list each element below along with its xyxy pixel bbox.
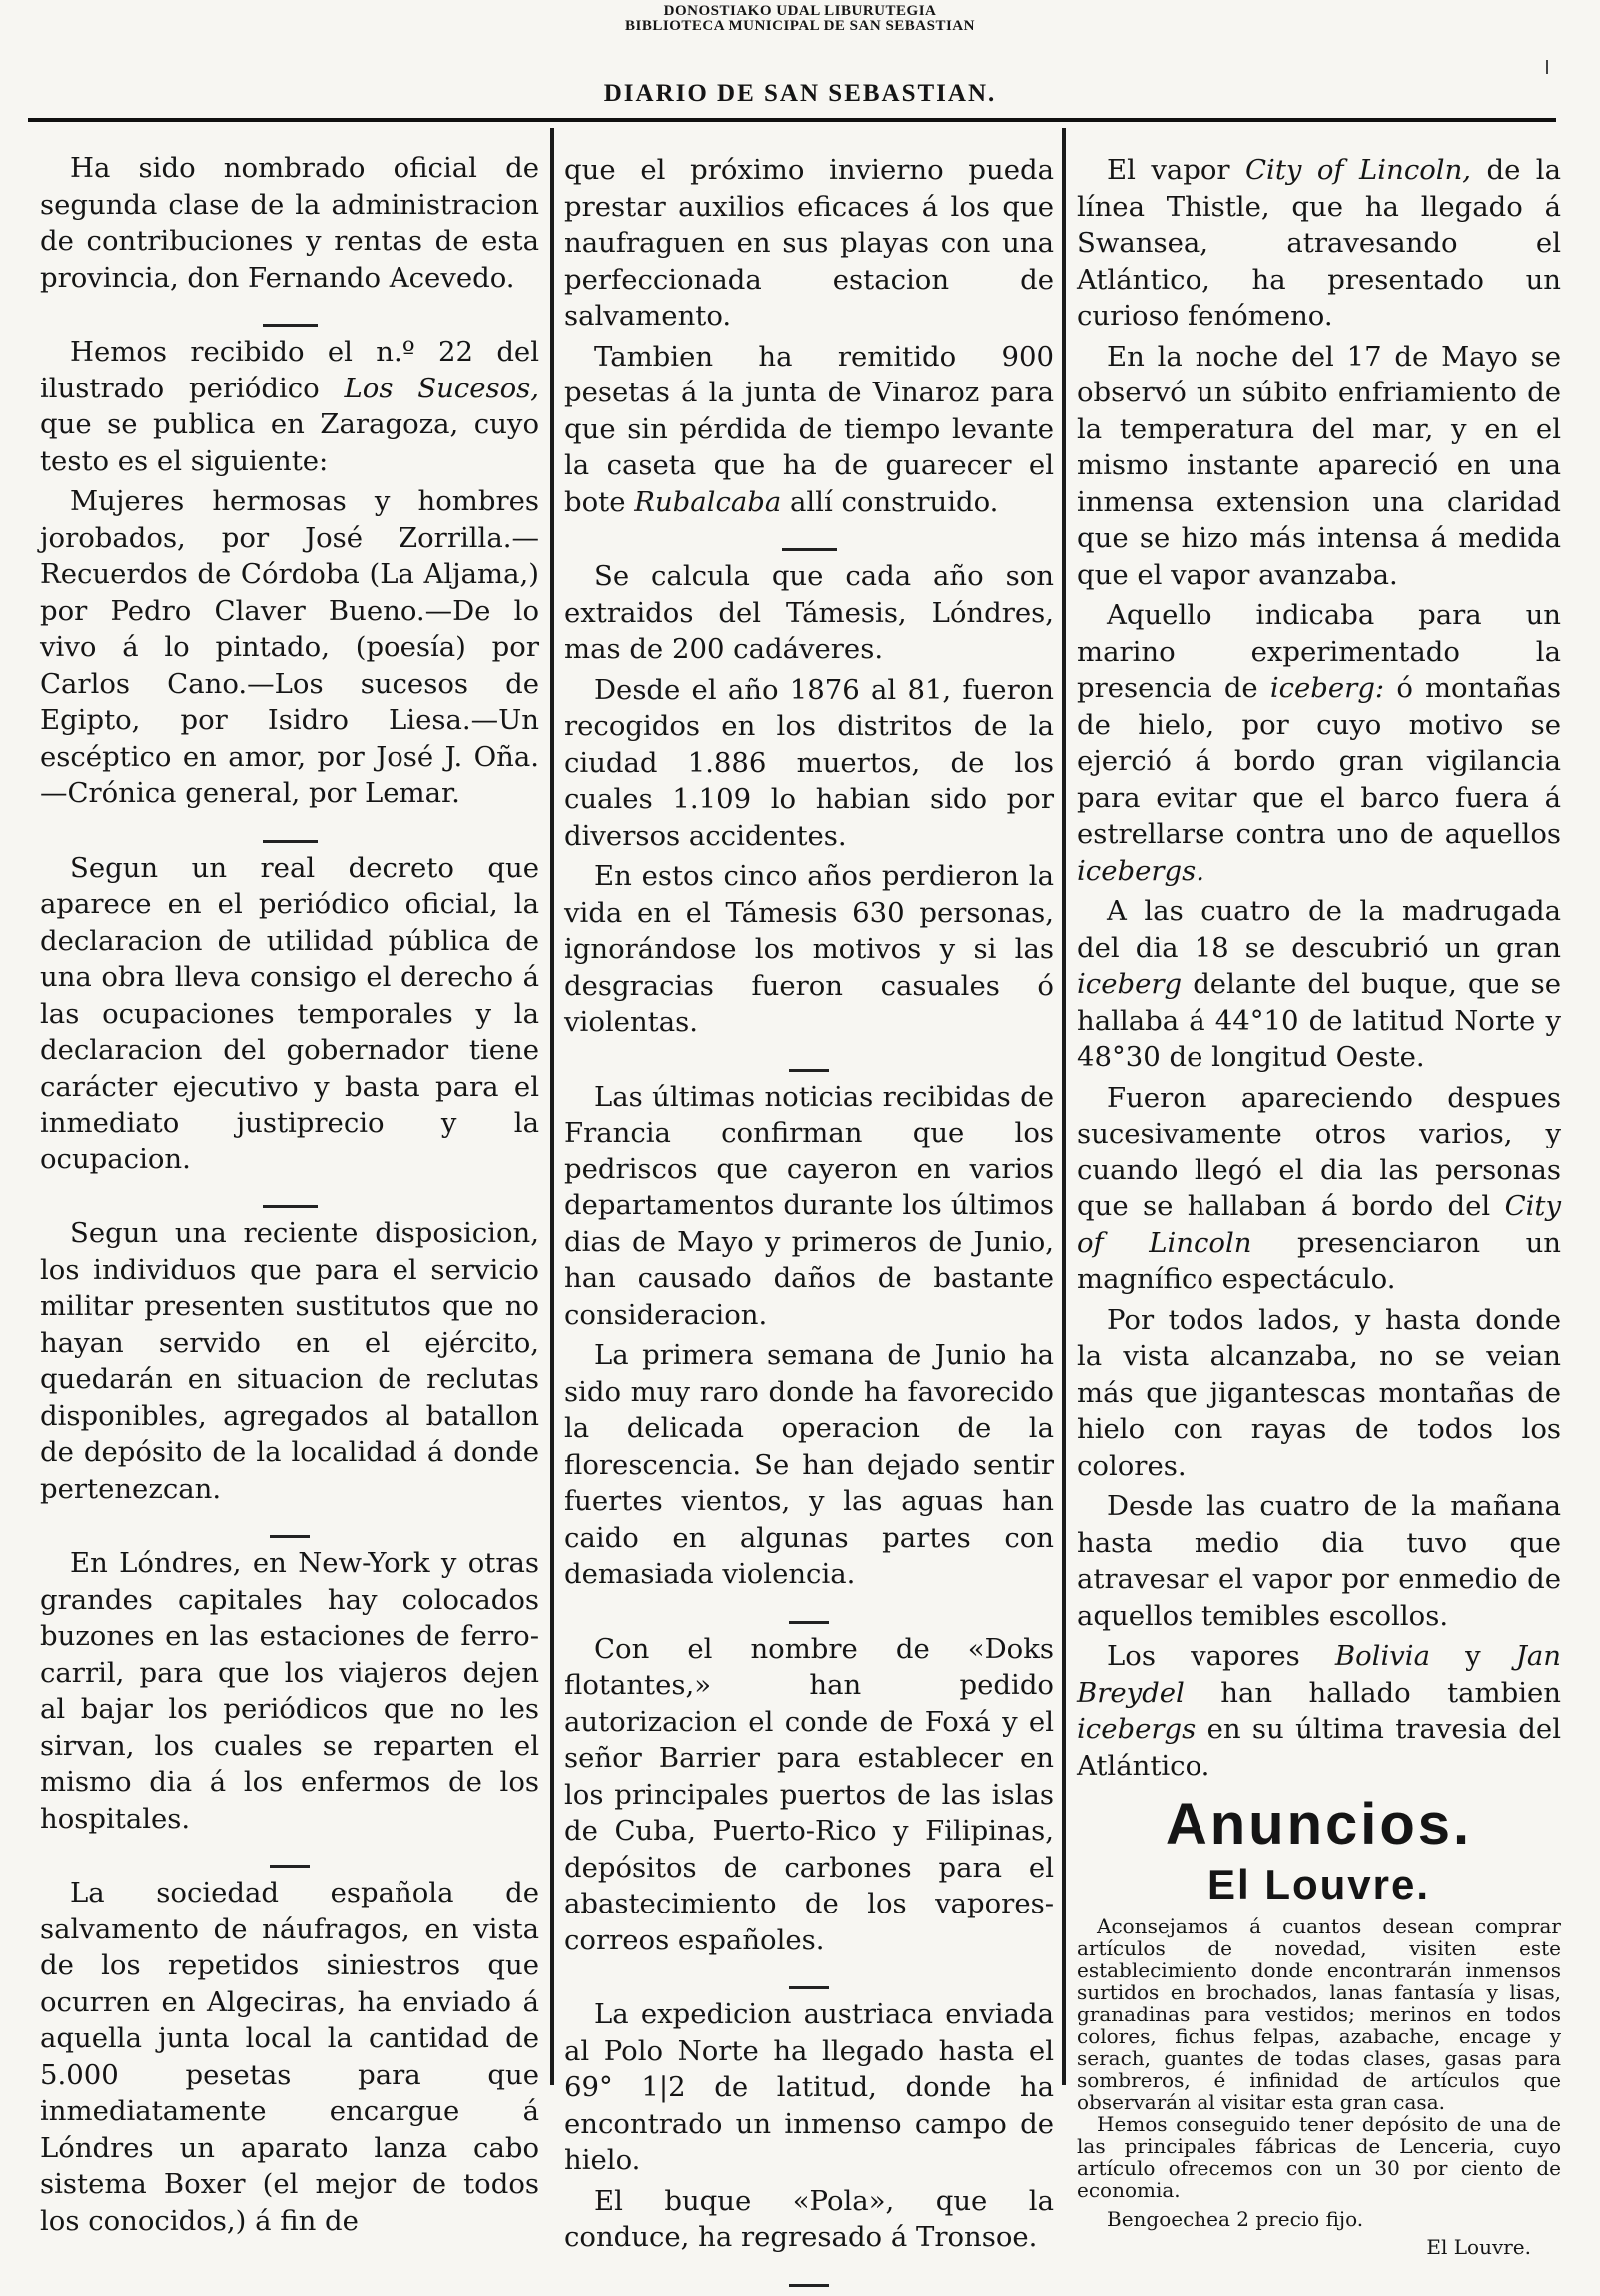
news-item: Mujeres hermosas y hombres jorobados, por José Zorrilla.—Recuerdos de Córdoba (La Aljama,) por Pedro Claver Bueno.—De lo vivo á lo pintado, (poesía) por Carlos Cano.—Los sucesos de Egipto, por Isidro Liesa.—Un escéptico en amor, por José J. Oña.—Crónica general, por Lemar. [40,485,539,809]
news-item: En Lóndres, en New-York y otras grandes capitales hay colocados buzones en las estaciones de ferro-carril, para que los viajeros dejen al bajar los periódicos que no les sirvan, los cuales se reparten el mismo dia á los enfermos de los hospitales. [40,1547,539,1835]
ad-text: Hemos conseguido tener depósito de una de las principales fábricas de Lenceria, cuyo artículo ofrecemos con un 30 por ciento de economia. [1077,2112,1561,2202]
separator [40,816,539,850]
news-item: En estos cinco años perdieron la vida en el Támesis 630 personas, ignorándose los motivos y si las desgracias fueron casuales ó violentas. [564,860,1054,1038]
separator [564,1597,1054,1631]
separator [564,1962,1054,1996]
news-item: Los vapores Bolivia y Jan Breydel han hallado tambien icebergs en su última travesia del Atlántico. [1077,1640,1561,1782]
news-item: Desde las cuatro de la mañana hasta medio dia tuvo que atravesar el vapor por enmedio de aquellos temibles escollos. [1077,1490,1561,1632]
separator [40,1181,539,1215]
news-item: Tambien ha remitido 900 pesetas á la junta de Vinaroz para que sin pérdida de tiempo levante la caseta que ha de guarecer el bote Rubalcaba allí construido. [564,340,1054,518]
column-3 [1077,152,1561,2259]
news-item: El buque «Pola», que la conduce, ha regresado á Tronsoe. [564,2184,1054,2253]
column-2 [564,152,1054,2253]
news-item: Las últimas noticias recibidas de Francia confirman que los pedriscos que cayeron en varios departamentos durante los últimos dias de Mayo y primeros de Junio, han causado daños de bastante consideracion. [564,1080,1054,1331]
news-item: La primera semana de Junio ha sido muy raro donde ha favorecido la delicada operacion de la florescencia. Se han dejado sentir fuertes vientos, y las aguas han caido en algunas partes con demasiada violencia. [564,1339,1054,1590]
library-name-basque: DONOSTIAKO UDAL LIBURUTEGIA [663,3,937,19]
separator [564,524,1054,558]
column-rule [1062,128,1066,2085]
store-name: El Louvre. [1206,1861,1431,1908]
separator [40,1841,539,1875]
news-item: La sociedad española de salvamento de náufragos, en vista de los repetidos siniestros que ocurren en Algeciras, ha enviado á aquella junta local la cantidad de 5.000 pesetas para que inmediatamente encargue á Lóndres un aparato lanza cabo sistema Boxer (el mejor de todos los conocidos,) á fin de [40,1877,539,2237]
news-item: Segun una reciente disposicion, los individuos que para el servicio militar presenten sustitutos que no hayan servido en el ejército, quedarán en situacion de reclutas disponibles, agregados al batallon de depósito de la localidad á donde pertenezcan. [40,1217,539,1505]
news-item: Con el nombre de «Doks flotantes,» han pedido autorizacion el conde de Foxá y el señor Barrier para establecer en los principales puertos de las islas de Cuba, Puerto-Rico y Filipinas, depósitos de carbones para el abastecimiento de los vapores-correos españoles. [564,1632,1054,1956]
news-item: Se calcula que cada año son extraidos del Támesis, Lóndres, mas de 200 cadáveres. [564,560,1054,665]
ads-heading: Anuncios. [1165,1792,1473,1857]
column-rule [550,128,554,2085]
news-item: Desde el año 1876 al 81, fueron recogidos en los distritos de la ciudad 1.886 muertos, de los cuales 1.109 lo habian sido por diversos accidentes. [564,673,1054,852]
news-item: En la noche del 17 de Mayo se observó un súbito enfriamiento de la temperatura del mar, y en el mismo instante apareció en una inmensa extension una claridad que se hizo más intensa á medida que el vapor avanzaba. [1077,340,1561,591]
news-item: Ha sido nombrado oficial de segunda clase de la administracion de contribuciones y rentas de esta provincia, don Fernando Acevedo. [40,152,539,294]
separator [40,1511,539,1545]
library-header [0,4,1600,34]
news-item: La expedicion austriaca enviada al Polo Norte ha llegado hasta el 69° 1|2 de latitud, donde ha encontrado un inmenso campo de hielo. [564,1998,1054,2176]
column-1 [40,150,539,2237]
news-item: Fueron apareciendo despues sucesivamente otros varios, y cuando llegó el dia las personas que se hallaban á bordo del City of Lincoln presenciaron un magnífico espectáculo. [1077,1081,1561,1295]
separator [40,300,539,334]
news-item: Aquello indicaba para un marino experimentado la presencia de iceberg: ó montañas de hielo, por cuyo motivo se ejerció á bordo gran vigilancia para evitar que el barco fuera á estrellarse contra uno de aquellos icebergs. [1077,599,1561,887]
news-item: que el próximo invierno pueda prestar auxilios eficaces á los que naufraguen en sus playas con una perfeccionada estacion de salvamento. [564,154,1054,332]
separator [564,2260,1054,2294]
ad-address: Bengoechea 2 precio fijo. [1107,2207,1364,2231]
masthead: DIARIO DE SAN SEBASTIAN. [603,80,997,107]
news-item: Hemos recibido el n.º 22 del ilustrado periódico Los Sucesos, que se publica en Zaragoza, cuyo testo es el siguiente: [40,336,539,477]
ad-signature: El Louvre. [1426,2235,1531,2259]
margin-mark [1546,60,1548,74]
masthead-rule [28,118,1556,122]
library-name-spanish: BIBLIOTECA MUNICIPAL DE SAN SEBASTIAN [625,18,975,34]
ad-text: Aconsejamos á cuantos desean comprar artículos de novedad, visiten este establecimiento donde encontrarán inmensos surtidos en brochados, lanas fantasía y lisas, granadinas para vestidos; merinos en todos colores, fichus felpas, azabache, encage y serach, guantes de todas clases, gasas para sombreros, é infinidad de artículos que observarán al visitar esta gran casa. [1077,1914,1561,2114]
news-item: Por todos lados, y hasta donde la vista alcanzaba, no se veian más que jigantescas montañas de hielo con rayas de todos los colores. [1077,1303,1561,1482]
news-item: A las cuatro de la madrugada del dia 18 se descubrió un gran iceberg delante del buque, que se hallaba á 44°10 de latitud Norte y 48°30 de longitud Oeste. [1077,895,1561,1073]
news-item: Segun un real decreto que aparece en el periódico oficial, la declaracion de utilidad pública de una obra lleva consigo el derecho á las ocupaciones temporales y la declaracion del gobernador tiene carácter ejecutivo y basta para el inmediato justiprecio y la ocupacion. [40,851,539,1175]
news-item: El vapor City of Lincoln, de la línea Thistle, que ha llegado á Swansea, atravesando el Atlántico, ha presentado un curioso fenómeno. [1077,154,1561,332]
separator [564,1045,1054,1079]
